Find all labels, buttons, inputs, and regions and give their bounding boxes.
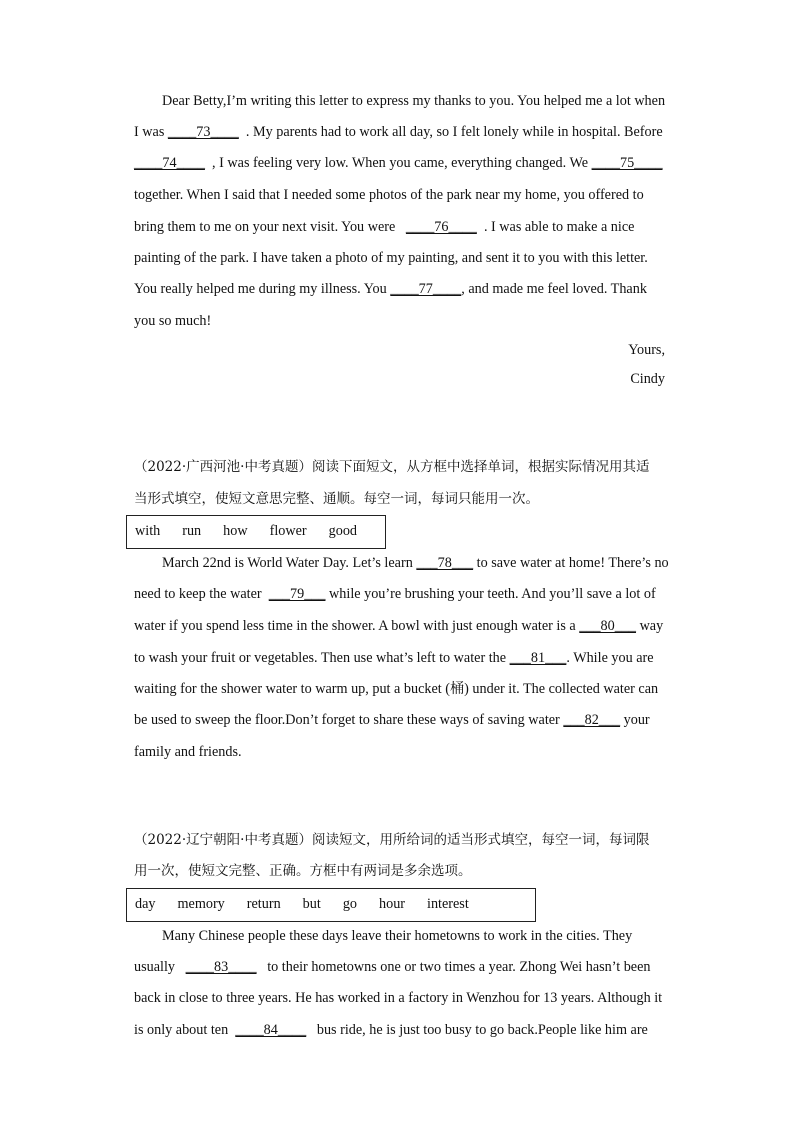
paragraph-line: back in close to three years. He has worked in a factory in Wenzhou for 13 years. Although it bbox=[134, 990, 663, 1006]
text: . My parents had to work all day, so I felt lonely while in hospital. Before bbox=[245, 124, 663, 140]
blank-77[interactable]: ____77____ bbox=[390, 281, 462, 297]
paragraph-line bbox=[162, 554, 672, 572]
word-option: good bbox=[328, 523, 357, 539]
text: usually bbox=[134, 959, 179, 975]
blank-82[interactable]: ___82___ bbox=[563, 712, 621, 728]
paragraph-line bbox=[134, 617, 674, 635]
paragraph-line bbox=[134, 585, 674, 603]
paragraph-line bbox=[134, 123, 674, 141]
blank-75[interactable]: ____75____ bbox=[591, 155, 663, 171]
word-box bbox=[126, 888, 536, 922]
blank-73[interactable]: ____73____ bbox=[167, 124, 239, 140]
text: March 22nd is World Water Day. Let’s learn bbox=[162, 555, 417, 571]
word-option: go bbox=[342, 896, 357, 912]
blank-84[interactable]: ____84____ bbox=[235, 1022, 307, 1038]
paragraph-line bbox=[134, 711, 674, 729]
paragraph-line: waiting for the shower water to warm up, put a bucket (桶) under it. The collected water can bbox=[134, 681, 659, 697]
blank-81[interactable]: ___81___ bbox=[509, 650, 567, 666]
text: water if you spend less time in the shower. A bowl with just enough water is a bbox=[134, 618, 580, 634]
text: to their hometowns one or two times a year. Zhong Wei hasn’t been bbox=[263, 959, 651, 975]
blank-76[interactable]: ____76____ bbox=[405, 219, 477, 235]
text: way bbox=[636, 618, 664, 634]
word-option: interest bbox=[427, 896, 469, 912]
paragraph-line bbox=[134, 1021, 674, 1039]
blank-83[interactable]: ____83____ bbox=[185, 959, 257, 975]
paragraph-line bbox=[134, 649, 674, 667]
text: . I was able to make a nice bbox=[483, 219, 635, 235]
text: be used to sweep the floor.Don’t forget to share these ways of saving water bbox=[134, 712, 564, 728]
letter-closing: Yours, bbox=[628, 342, 665, 358]
paragraph-line: together. When I said that I needed some photos of the park near my home, you offered to bbox=[134, 187, 644, 203]
text: You really helped me during my illness. You bbox=[134, 281, 391, 297]
word-option: with bbox=[135, 523, 161, 539]
blank-79[interactable]: ___79___ bbox=[268, 586, 326, 602]
word-box bbox=[126, 515, 386, 549]
text: to save water at home! There’s no bbox=[473, 555, 669, 571]
instruction-line: 用一次，使短文完整、正确。方框中有两词是多余选项。 bbox=[134, 863, 472, 879]
word-option: return bbox=[246, 896, 281, 912]
word-option: run bbox=[182, 523, 202, 539]
blank-74[interactable]: ____74____ bbox=[134, 155, 205, 171]
paragraph-line: family and friends. bbox=[134, 744, 242, 760]
text: I was bbox=[134, 124, 168, 140]
text: , I was feeling very low. When you came, everything changed. We bbox=[212, 155, 592, 171]
text: need to keep the water bbox=[134, 586, 266, 602]
paragraph-line: Many Chinese people these days leave their hometowns to work in the cities. They bbox=[162, 928, 633, 944]
paragraph-line bbox=[134, 154, 674, 172]
word-option: day bbox=[135, 896, 156, 912]
letter-signature: Cindy bbox=[630, 371, 665, 387]
word-option: memory bbox=[177, 896, 225, 912]
instruction-line: （2022·广西河池·中考真题）阅读下面短文，从方框中选择单词，根据实际情况用其适 bbox=[134, 459, 650, 475]
blank-78[interactable]: ___78___ bbox=[416, 555, 474, 571]
paragraph-line: Dear Betty,I’m writing this letter to express my thanks to you. You helped me a lot when bbox=[162, 93, 666, 109]
text: bus ride, he is just too busy to go back.People like him are bbox=[313, 1022, 648, 1038]
text: bring them to me on your next visit. You were bbox=[134, 219, 399, 235]
paragraph-line: you so much! bbox=[134, 313, 212, 329]
text: . While you are bbox=[566, 650, 654, 666]
text: your bbox=[620, 712, 650, 728]
instruction-line: 当形式填空，使短文意思完整、通顺。每空一词，每词只能用一次。 bbox=[134, 491, 539, 507]
instruction-line: （2022·辽宁朝阳·中考真题）阅读短文，用所给词的适当形式填空，每空一词，每词限 bbox=[134, 832, 650, 848]
word-option: but bbox=[302, 896, 321, 912]
text: is only about ten bbox=[134, 1022, 232, 1038]
blank-80[interactable]: ___80___ bbox=[579, 618, 637, 634]
text: while you’re brushing your teeth. And you’ll save a lot of bbox=[325, 586, 656, 602]
word-option: hour bbox=[379, 896, 406, 912]
paragraph-line: painting of the park. I have taken a photo of my painting, and sent it to you with this letter. bbox=[134, 250, 648, 266]
text: , and made me feel loved. Thank bbox=[461, 281, 647, 297]
paragraph-line bbox=[134, 218, 674, 236]
paragraph-line bbox=[134, 280, 674, 298]
text: to wash your fruit or vegetables. Then use what’s left to water the bbox=[134, 650, 510, 666]
word-option: flower bbox=[269, 523, 307, 539]
word-option: how bbox=[223, 523, 248, 539]
paragraph-line bbox=[134, 958, 674, 976]
